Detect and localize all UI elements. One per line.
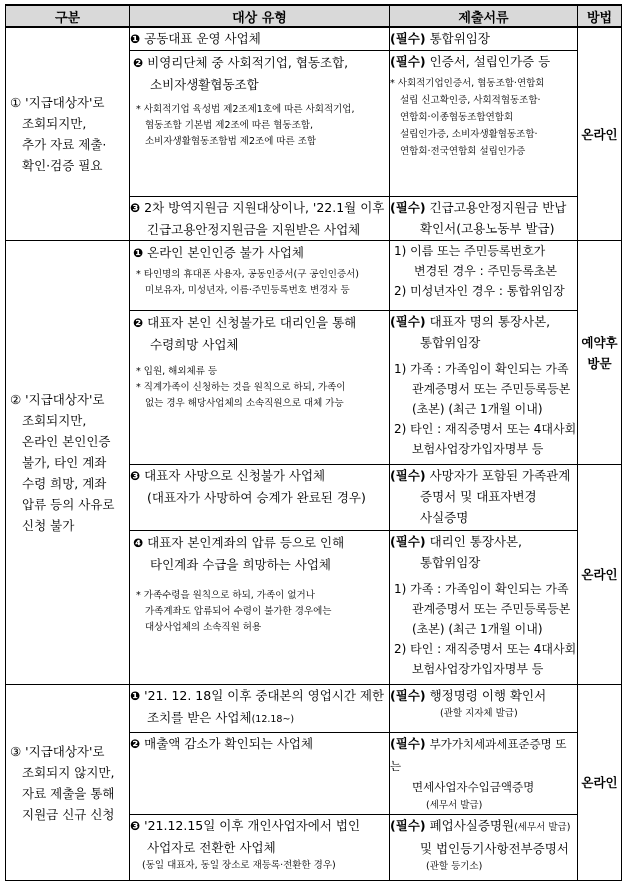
doc-line: 통합위임장 [420,555,481,570]
doc-note: 연합회·전국연합회 설립인가증 [400,146,526,157]
item-number: ❸ [130,469,141,483]
doc-line: 통합위임장 [429,31,490,46]
doc-item: (초본) (최근 1개월 이내) [412,622,543,636]
required-tag: (필수) [390,54,426,69]
doc-item: 관계증명서 또는 주민등록등본 [412,382,571,396]
doc-line: 통합위임장 [420,335,481,350]
method-line: 예약후 [581,334,618,350]
item-number: ❸ [130,201,141,215]
required-tag: (필수) [390,468,426,483]
method-cell-2a [578,241,622,465]
doc-note: 설립 신고확인증, 사회적협동조합· [400,95,541,106]
category-line: 불가, 타인 계좌 [22,455,107,470]
header-docs: 제출서류 [390,5,578,27]
method-line: 방문 [587,355,612,371]
item-number: ❷ [130,737,141,751]
note-line: 가족계좌도 압류되어 수령이 불가한 경우에는 [145,606,332,617]
category-line: ① '지급대상자'로 [10,95,105,110]
doc-note: * 사회적기업인증서, 협동조합·연합회 [390,78,545,89]
category-line: 자료 제출을 통해 [22,785,115,801]
doc-item: 변경된 경우 : 주민등록초본 [414,264,557,278]
target-line: 긴급고용안정지원금을 지원받은 사업체 [147,222,361,237]
target-line: 매출액 감소가 확인되는 사업체 [144,736,314,751]
target-line: 비영리단체 중 사회적기업, 협동조합, [147,55,349,70]
doc-line: 면세사업자수입금액증명 [412,780,535,794]
doc-note: 연합회·이종협동조합연합회 [400,112,514,123]
target-line: 수령희망 사업체 [150,337,239,352]
target-line: '21.12.15일 이후 개인사업자에서 법인 [144,818,361,833]
doc-note: 설립인가증, 소비자생활협동조합· [400,129,538,140]
docs-cell [390,531,578,685]
doc-line: 대표자 명의 통장사본, [429,314,551,329]
category-line: 조회되지만, [22,116,87,131]
note-line: 미보유자, 미성년자, 이름·주민등록번호 변경자 등 [145,285,350,296]
target-cell [130,465,390,531]
target-cell [130,733,390,815]
doc-line: 사망자가 포함된 가족관계 [429,468,571,483]
doc-line: 확인서(고용노동부 발급) [420,221,555,236]
item-number: ❶ [130,689,141,703]
doc-line: 폐업사실증명원 [429,818,515,833]
target-cell [130,685,390,733]
item-number: ❷ [133,316,144,330]
category-line: 추가 자료 제출· [22,137,107,152]
required-tag: (필수) [390,818,426,833]
docs-cell [390,311,578,465]
target-line: '21. 12. 18일 이후 중대본의 영업시간 제한 [144,688,385,703]
target-line: 온라인 본인인증 불가 사업체 [147,245,304,260]
target-line: 대표자 사망으로 신청불가 사업체 [144,468,326,483]
item-number: ❶ [133,246,144,260]
docs-cell [390,197,578,241]
doc-item: 2) 타인 : 재직증명서 또는 4대사회 [394,642,577,656]
category-line: 온라인 본인인증 [22,434,111,449]
category-cell-1 [6,27,130,241]
docs-cell [390,465,578,531]
required-tag: (필수) [390,200,426,215]
note-line: * 가족수령을 원칙으로 하되, 가족이 없거나 [136,590,315,601]
doc-item: 1) 가족 : 가족임이 확인되는 가족 [394,582,569,596]
target-line: 대표자 본인 신청불가로 대리인을 통해 [147,315,357,330]
doc-note: (세무서 발급) [426,800,483,811]
doc-line: 긴급고용안정지원금 반납 [429,200,567,215]
table-row [6,685,622,733]
doc-note: (세무서 발급) [514,822,571,833]
category-cell-2 [6,241,130,685]
target-cell [130,311,390,465]
target-cell [130,27,390,51]
header-target: 대상 유형 [130,5,390,27]
target-line: 타인계좌 수급을 희망하는 사업체 [150,557,331,572]
doc-line: 사실증명 [420,510,469,525]
target-line: 2차 방역지원금 지원대상이나, '22.1월 이후 [144,200,385,215]
target-line: (대표자가 사망하여 승계가 완료된 경우) [147,490,366,505]
target-cell [130,197,390,241]
target-note: (12.18~) [251,714,295,725]
category-line: 조회되지만, [22,413,87,428]
eligibility-table [5,4,622,881]
category-cell-3 [6,685,130,881]
note-line: * 입원, 해외체류 등 [136,366,218,377]
target-cell [130,815,390,881]
method-cell-2b: 온라인 [578,465,622,685]
table-row [6,27,622,51]
target-line: 대표자 본인계좌의 압류 등으로 인해 [147,535,345,550]
category-line: ② '지급대상자'로 [10,392,105,407]
note-line: 소비자생활협동조합법 제2조에 따른 조합 [145,136,317,147]
docs-cell [390,815,578,881]
doc-line: 인증서, 설립인가증 등 [429,54,551,69]
note-line: * 직계가족이 신청하는 것을 원칙으로 하되, 가족이 [136,382,346,393]
category-line: 확인·검증 필요 [22,158,103,173]
doc-item: 관계증명서 또는 주민등록등본 [412,602,571,616]
category-line: 압류 등의 사유로 [22,497,115,512]
note-line: * 사회적기업 육성법 제2조제1호에 따른 사회적기업, [136,104,355,115]
doc-item: 1) 가족 : 가족임이 확인되는 가족 [394,362,569,376]
required-tag: (필수) [390,314,426,329]
doc-line: 및 법인등기사항전부증명서 [420,841,569,856]
item-number: ❶ [130,32,141,46]
category-line: ③ '지급대상자'로 [10,743,105,759]
required-tag: (필수) [390,736,426,751]
doc-item: 2) 타인 : 재직증명서 또는 4대사회 [394,422,577,436]
target-cell [130,531,390,685]
target-line: 조치를 받은 사업체 [147,710,252,725]
doc-line: 증명서 및 대표자변경 [420,489,537,504]
target-cell [130,241,390,311]
target-line: 공동대표 운영 사업체 [144,31,261,46]
doc-line: 행정명령 이행 확인서 [429,688,547,703]
item-number: ❹ [133,536,144,550]
note-line: 협동조합 기본법 제2조에 따른 협동조합, [145,120,313,131]
docs-cell [390,241,578,311]
category-line: 수령 희망, 계좌 [22,476,107,491]
doc-item: 2) 미성년자인 경우 : 통합위임장 [394,284,565,298]
note-line: 대상사업체의 소속직원 허용 [145,622,262,633]
required-tag: (필수) [390,534,426,549]
note-line: * 타인명의 휴대폰 사용자, 공동인증서(구 공인인증서) [136,269,359,280]
category-line: 지원금 신규 신청 [22,806,115,822]
doc-note: (관할 등기소) [426,861,483,872]
docs-cell [390,685,578,733]
header-row [6,5,622,27]
doc-item: 보험사업장가입자명부 등 [412,662,544,676]
header-category: 구분 [6,5,130,27]
target-cell [130,51,390,197]
doc-item: 보험사업장가입자명부 등 [412,442,544,456]
item-number: ❷ [133,56,144,70]
target-line: 소비자생활협동조합 [150,77,259,92]
target-note: (동일 대표자, 동일 장소로 재등록·전환한 경우) [142,860,336,871]
method-cell-1: 온라인 [578,27,622,241]
doc-note: (관할 지자체 발급) [440,708,518,719]
doc-item: (초본) (최근 1개월 이내) [412,402,543,416]
docs-cell [390,51,578,197]
target-line: 사업자로 전환한 사업체 [147,840,276,855]
doc-line: 부가가치세과세표준증명 또는 [390,737,567,773]
required-tag: (필수) [390,31,426,46]
doc-line: 대리인 통장사본, [429,534,523,549]
required-tag: (필수) [390,688,426,703]
table-row [6,241,622,311]
doc-item: 1) 이름 또는 주민등록번호가 [394,244,546,258]
docs-cell [390,733,578,815]
method-cell-3: 온라인 [578,685,622,881]
category-line: 조회되지 않지만, [22,764,115,780]
docs-cell [390,27,578,51]
note-line: 없는 경우 해당사업체의 소속직원으로 대체 가능 [145,398,344,409]
category-line: 신청 불가 [22,518,75,533]
header-method: 방법 [578,5,622,27]
item-number: ❸ [130,819,141,833]
